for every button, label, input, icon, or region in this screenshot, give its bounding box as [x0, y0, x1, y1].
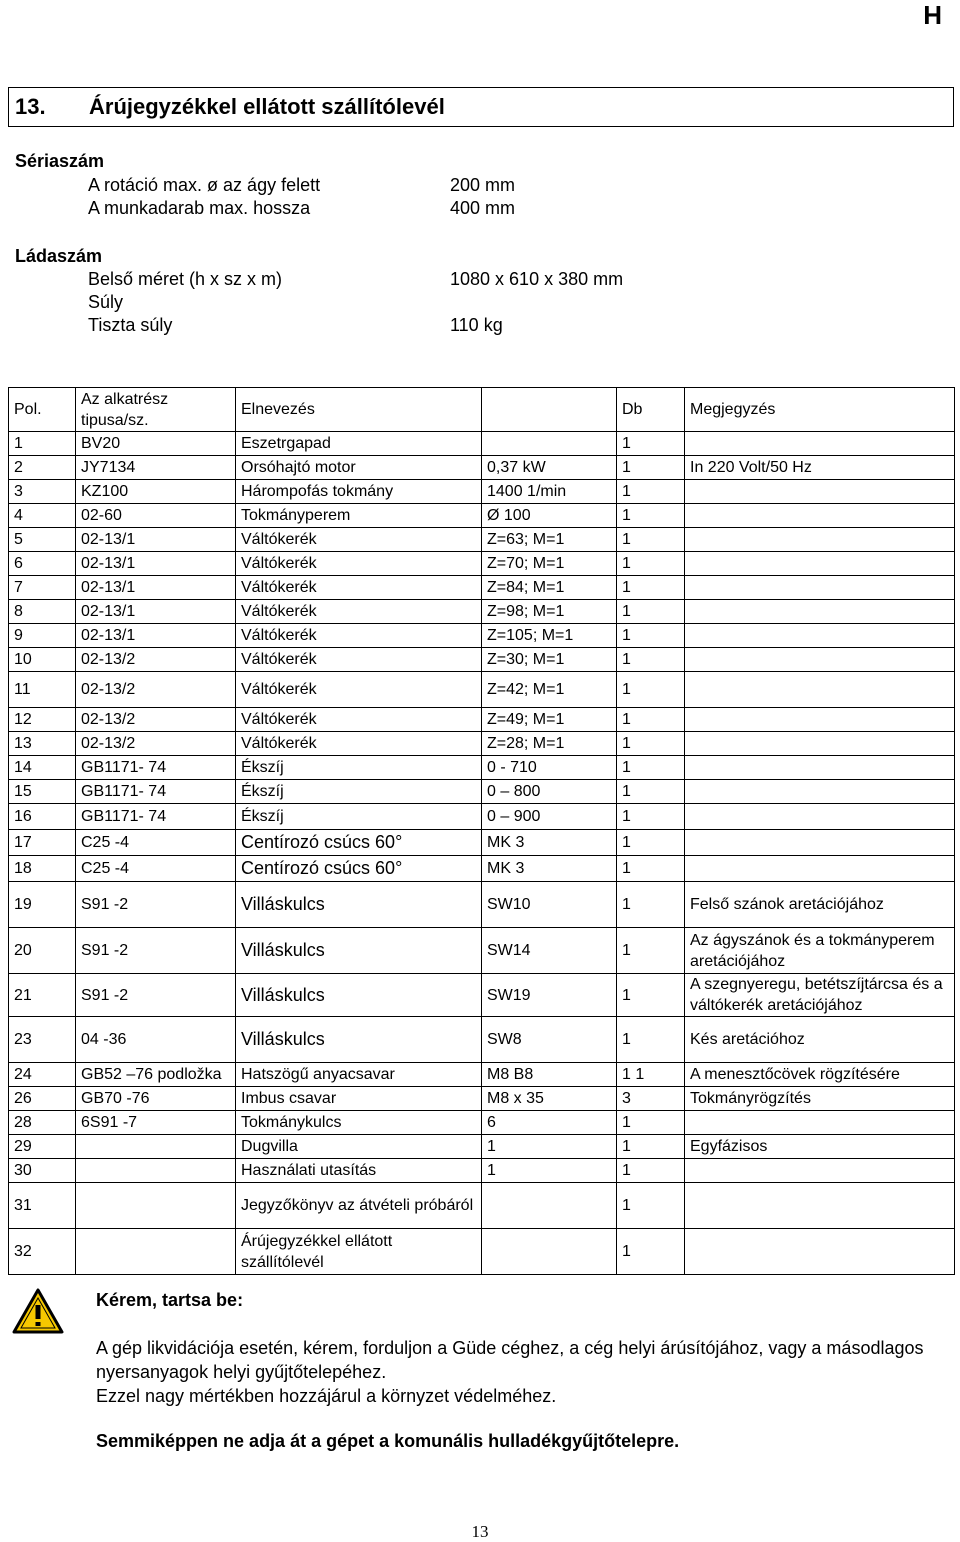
table-cell: 6	[9, 552, 76, 576]
table-cell: Ø 100	[482, 504, 617, 528]
table-cell: 11	[9, 672, 76, 708]
table-cell: Z=84; M=1	[482, 576, 617, 600]
crate-row-label: Tiszta súly	[88, 315, 173, 335]
table-cell: 0 - 710	[482, 756, 617, 780]
table-cell: Váltókerék	[236, 732, 482, 756]
table-header-row	[9, 388, 955, 432]
table-cell: 24	[9, 1063, 76, 1087]
table-cell: 02-13/1	[76, 600, 236, 624]
table-cell: C25 -4	[76, 830, 236, 856]
table-cell: 0 – 900	[482, 804, 617, 830]
table-row	[9, 1229, 955, 1275]
table-cell: 4	[9, 504, 76, 528]
table-row	[9, 648, 955, 672]
table-cell: 6S91 -7	[76, 1111, 236, 1135]
crate-label: Ládaszám	[15, 246, 103, 266]
table-cell: Z=42; M=1	[482, 672, 617, 708]
table-header-cell	[482, 388, 617, 432]
table-cell	[685, 600, 955, 624]
table-row	[9, 456, 955, 480]
table-row	[9, 1111, 955, 1135]
table-cell: Váltókerék	[236, 600, 482, 624]
table-cell: 1	[617, 456, 685, 480]
table-cell: Villáskulcs	[236, 928, 482, 974]
serial-row-label: A rotáció max. ø az ágy felett	[88, 175, 321, 195]
table-cell: 13	[9, 732, 76, 756]
table-cell	[482, 1183, 617, 1229]
table-cell: 1 1	[617, 1063, 685, 1087]
table-cell: Hárompofás tokmány	[236, 480, 482, 504]
table-cell: M8 B8	[482, 1063, 617, 1087]
table-cell	[685, 432, 955, 456]
table-cell: 1	[617, 1159, 685, 1183]
table-row	[9, 504, 955, 528]
table-cell: S91 -2	[76, 928, 236, 974]
table-row	[9, 882, 955, 928]
table-cell: Felső szánok aretációjához	[685, 882, 955, 928]
table-row	[9, 432, 955, 456]
table-cell: 3	[617, 1087, 685, 1111]
table-cell: Z=70; M=1	[482, 552, 617, 576]
table-cell	[76, 1183, 236, 1229]
notice-paragraph: A gép likvidációja esetén, kérem, forduljon a Güde céghez, a cég helyi árúsítójához, vagy a másodlagos nyersanyagok helyi gyűjtőtelepéhez.	[96, 1338, 924, 1382]
table-row	[9, 1135, 955, 1159]
table-cell	[685, 624, 955, 648]
table-cell: MK 3	[482, 856, 617, 882]
table-cell: 1	[617, 856, 685, 882]
table-cell: 1	[617, 830, 685, 856]
table-cell: 04 -36	[76, 1017, 236, 1063]
table-cell	[685, 780, 955, 804]
table-cell	[685, 856, 955, 882]
table-cell: 02-13/1	[76, 624, 236, 648]
serial-row-value: 200 mm	[450, 175, 516, 195]
table-cell	[685, 756, 955, 780]
table-cell: 30	[9, 1159, 76, 1183]
table-cell: 14	[9, 756, 76, 780]
notice-final: Semmiképpen ne adja át a gépet a komunális hulladékgyűjtőtelepre.	[96, 1431, 680, 1451]
table-cell: Ékszíj	[236, 756, 482, 780]
table-cell: 1	[617, 552, 685, 576]
table-row	[9, 856, 955, 882]
table-cell: 1	[617, 576, 685, 600]
table-cell: 1	[9, 432, 76, 456]
table-cell: Centírozó csúcs 60°	[236, 856, 482, 882]
parts-table	[8, 387, 955, 1275]
table-cell: Imbus csavar	[236, 1087, 482, 1111]
table-row	[9, 708, 955, 732]
table-cell: 0 – 800	[482, 780, 617, 804]
crate-row-value: 1080 x 610 x 380 mm	[450, 269, 624, 289]
table-cell: 02-13/1	[76, 576, 236, 600]
table-cell: Váltókerék	[236, 528, 482, 552]
table-cell: Váltókerék	[236, 552, 482, 576]
table-cell: 1	[617, 804, 685, 830]
table-cell	[685, 504, 955, 528]
table-cell: C25 -4	[76, 856, 236, 882]
table-cell: 02-13/1	[76, 528, 236, 552]
table-cell: 5	[9, 528, 76, 552]
table-row	[9, 480, 955, 504]
table-cell	[482, 432, 617, 456]
table-cell: 1	[617, 732, 685, 756]
table-row	[9, 672, 955, 708]
table-cell: GB1171- 74	[76, 756, 236, 780]
page-number: 13	[471, 1522, 489, 1541]
table-row	[9, 756, 955, 780]
table-cell: 1	[617, 672, 685, 708]
table-cell: 1	[617, 528, 685, 552]
notice-body	[96, 1336, 946, 1408]
table-cell: 1	[617, 1111, 685, 1135]
table-header-cell: Elnevezés	[236, 388, 482, 432]
section-number: 13.	[15, 94, 46, 119]
table-cell: 17	[9, 830, 76, 856]
table-cell: 6	[482, 1111, 617, 1135]
table-cell: In 220 Volt/50 Hz	[685, 456, 955, 480]
table-row	[9, 1183, 955, 1229]
table-cell: Ékszíj	[236, 804, 482, 830]
table-cell: 32	[9, 1229, 76, 1275]
crate-row-value: 110 kg	[450, 315, 503, 335]
table-cell: GB52 –76 podložka	[76, 1063, 236, 1087]
table-cell: 26	[9, 1087, 76, 1111]
table-cell: 18	[9, 856, 76, 882]
table-cell	[685, 576, 955, 600]
table-cell: 28	[9, 1111, 76, 1135]
table-cell	[685, 804, 955, 830]
table-cell: 1	[617, 780, 685, 804]
table-cell: 1	[617, 1229, 685, 1275]
table-cell	[685, 528, 955, 552]
table-cell: 1	[617, 882, 685, 928]
table-row	[9, 804, 955, 830]
table-cell: Jegyzőkönyv az átvételi próbáról	[236, 1183, 482, 1229]
table-cell: Váltókerék	[236, 708, 482, 732]
table-cell: S91 -2	[76, 882, 236, 928]
table-cell: Orsóhajtó motor	[236, 456, 482, 480]
table-cell: 20	[9, 928, 76, 974]
table-header-cell: Megjegyzés	[685, 388, 955, 432]
table-cell: 1	[617, 974, 685, 1017]
table-cell: Váltókerék	[236, 576, 482, 600]
table-cell: 1	[617, 600, 685, 624]
table-row	[9, 576, 955, 600]
table-cell: 7	[9, 576, 76, 600]
table-cell: Villáskulcs	[236, 1017, 482, 1063]
table-row	[9, 928, 955, 974]
table-cell: 31	[9, 1183, 76, 1229]
table-cell: M8 x 35	[482, 1087, 617, 1111]
table-cell: MK 3	[482, 830, 617, 856]
table-cell	[685, 1111, 955, 1135]
table-cell: Tokmánykulcs	[236, 1111, 482, 1135]
table-cell: Z=98; M=1	[482, 600, 617, 624]
table-cell: 29	[9, 1135, 76, 1159]
table-cell	[685, 480, 955, 504]
table-cell: 1	[482, 1159, 617, 1183]
table-cell	[685, 732, 955, 756]
table-cell: Z=49; M=1	[482, 708, 617, 732]
table-cell: Váltókerék	[236, 672, 482, 708]
table-cell	[76, 1159, 236, 1183]
table-cell: A szegnyeregu, betétszíjtárcsa és a váltókerék aretációjához	[685, 974, 955, 1017]
table-cell: Dugvilla	[236, 1135, 482, 1159]
table-cell: Az ágyszánok és a tokmányperem aretációjához	[685, 928, 955, 974]
table-row	[9, 830, 955, 856]
crate-row-label: Belső méret (h x sz x m)	[88, 269, 283, 289]
table-cell: Centírozó csúcs 60°	[236, 830, 482, 856]
serial-row-label: A munkadarab max. hossza	[88, 198, 311, 218]
table-row	[9, 600, 955, 624]
table-cell: 1	[617, 1183, 685, 1229]
table-cell: JY7134	[76, 456, 236, 480]
table-cell: 2	[9, 456, 76, 480]
table-cell: 1	[617, 648, 685, 672]
table-row	[9, 624, 955, 648]
table-cell: 3	[9, 480, 76, 504]
table-cell: 1	[617, 708, 685, 732]
language-marker: H	[923, 0, 942, 30]
table-cell: 1	[617, 624, 685, 648]
table-cell: 1	[617, 432, 685, 456]
table-cell	[685, 648, 955, 672]
table-cell: Ékszíj	[236, 780, 482, 804]
table-cell	[482, 1229, 617, 1275]
table-cell	[685, 1229, 955, 1275]
table-cell: 16	[9, 804, 76, 830]
crate-row-label: Súly	[88, 292, 124, 312]
table-cell: 02-60	[76, 504, 236, 528]
table-row	[9, 552, 955, 576]
table-cell: Váltókerék	[236, 624, 482, 648]
table-row	[9, 780, 955, 804]
table-cell: 02-13/2	[76, 648, 236, 672]
table-cell: 19	[9, 882, 76, 928]
table-cell: 1400 1/min	[482, 480, 617, 504]
table-cell: 9	[9, 624, 76, 648]
serial-row-value: 400 mm	[450, 198, 516, 218]
table-cell: Tokmányrögzítés	[685, 1087, 955, 1111]
table-cell: SW10	[482, 882, 617, 928]
table-cell: 1	[617, 756, 685, 780]
table-cell: A menesztőcövek rögzítésére	[685, 1063, 955, 1087]
table-cell: 0,37 kW	[482, 456, 617, 480]
table-cell: 1	[617, 1017, 685, 1063]
warning-triangle-icon	[12, 1288, 64, 1334]
notice-title: Kérem, tartsa be:	[96, 1290, 244, 1310]
table-cell: GB70 -76	[76, 1087, 236, 1111]
table-cell: 02-13/1	[76, 552, 236, 576]
table-cell: Árújegyzékkel ellátott szállítólevél	[236, 1229, 482, 1275]
table-cell: Kés aretációhoz	[685, 1017, 955, 1063]
table-row	[9, 974, 955, 1017]
table-cell: SW19	[482, 974, 617, 1017]
table-cell	[685, 672, 955, 708]
table-cell: 02-13/2	[76, 672, 236, 708]
table-cell: 10	[9, 648, 76, 672]
table-cell: 02-13/2	[76, 732, 236, 756]
section-title: Árújegyzékkel ellátott szállítólevél	[89, 94, 445, 119]
table-row	[9, 1063, 955, 1087]
table-cell: Villáskulcs	[236, 974, 482, 1017]
table-cell: Z=63; M=1	[482, 528, 617, 552]
table-cell: Egyfázisos	[685, 1135, 955, 1159]
section-heading	[8, 87, 954, 127]
table-header-cell: Az alkatrész tipusa/sz.	[76, 388, 236, 432]
table-cell: 21	[9, 974, 76, 1017]
table-row	[9, 1159, 955, 1183]
table-cell: Hatszögű anyacsavar	[236, 1063, 482, 1087]
table-cell: 1	[617, 1135, 685, 1159]
table-cell: GB1171- 74	[76, 780, 236, 804]
table-cell: Z=105; M=1	[482, 624, 617, 648]
table-cell: BV20	[76, 432, 236, 456]
table-cell: SW8	[482, 1017, 617, 1063]
table-cell: KZ100	[76, 480, 236, 504]
table-cell	[76, 1135, 236, 1159]
table-cell	[685, 552, 955, 576]
table-cell	[76, 1229, 236, 1275]
table-header-cell: Db	[617, 388, 685, 432]
table-row	[9, 1087, 955, 1111]
table-cell: Váltókerék	[236, 648, 482, 672]
table-cell: 1	[617, 504, 685, 528]
table-row	[9, 528, 955, 552]
table-cell: GB1171- 74	[76, 804, 236, 830]
table-cell: 1	[617, 480, 685, 504]
table-cell: Használati utasítás	[236, 1159, 482, 1183]
table-header-cell: Pol.	[9, 388, 76, 432]
table-cell: Z=30; M=1	[482, 648, 617, 672]
table-cell	[685, 1159, 955, 1183]
table-cell: Villáskulcs	[236, 882, 482, 928]
table-cell: SW14	[482, 928, 617, 974]
table-cell: S91 -2	[76, 974, 236, 1017]
table-cell: 15	[9, 780, 76, 804]
table-row	[9, 1017, 955, 1063]
table-cell: 23	[9, 1017, 76, 1063]
table-cell: 02-13/2	[76, 708, 236, 732]
table-cell: 1	[482, 1135, 617, 1159]
table-row	[9, 732, 955, 756]
table-cell	[685, 708, 955, 732]
table-cell	[685, 1183, 955, 1229]
table-cell: Eszetrgapad	[236, 432, 482, 456]
table-cell: 1	[617, 928, 685, 974]
table-cell: Tokmányperem	[236, 504, 482, 528]
table-cell: Z=28; M=1	[482, 732, 617, 756]
notice-paragraph: Ezzel nagy mértékben hozzájárul a környzet védelméhez.	[96, 1386, 557, 1406]
table-cell	[685, 830, 955, 856]
serial-label: Sériaszám	[15, 151, 105, 171]
table-cell: 8	[9, 600, 76, 624]
table-cell: 12	[9, 708, 76, 732]
